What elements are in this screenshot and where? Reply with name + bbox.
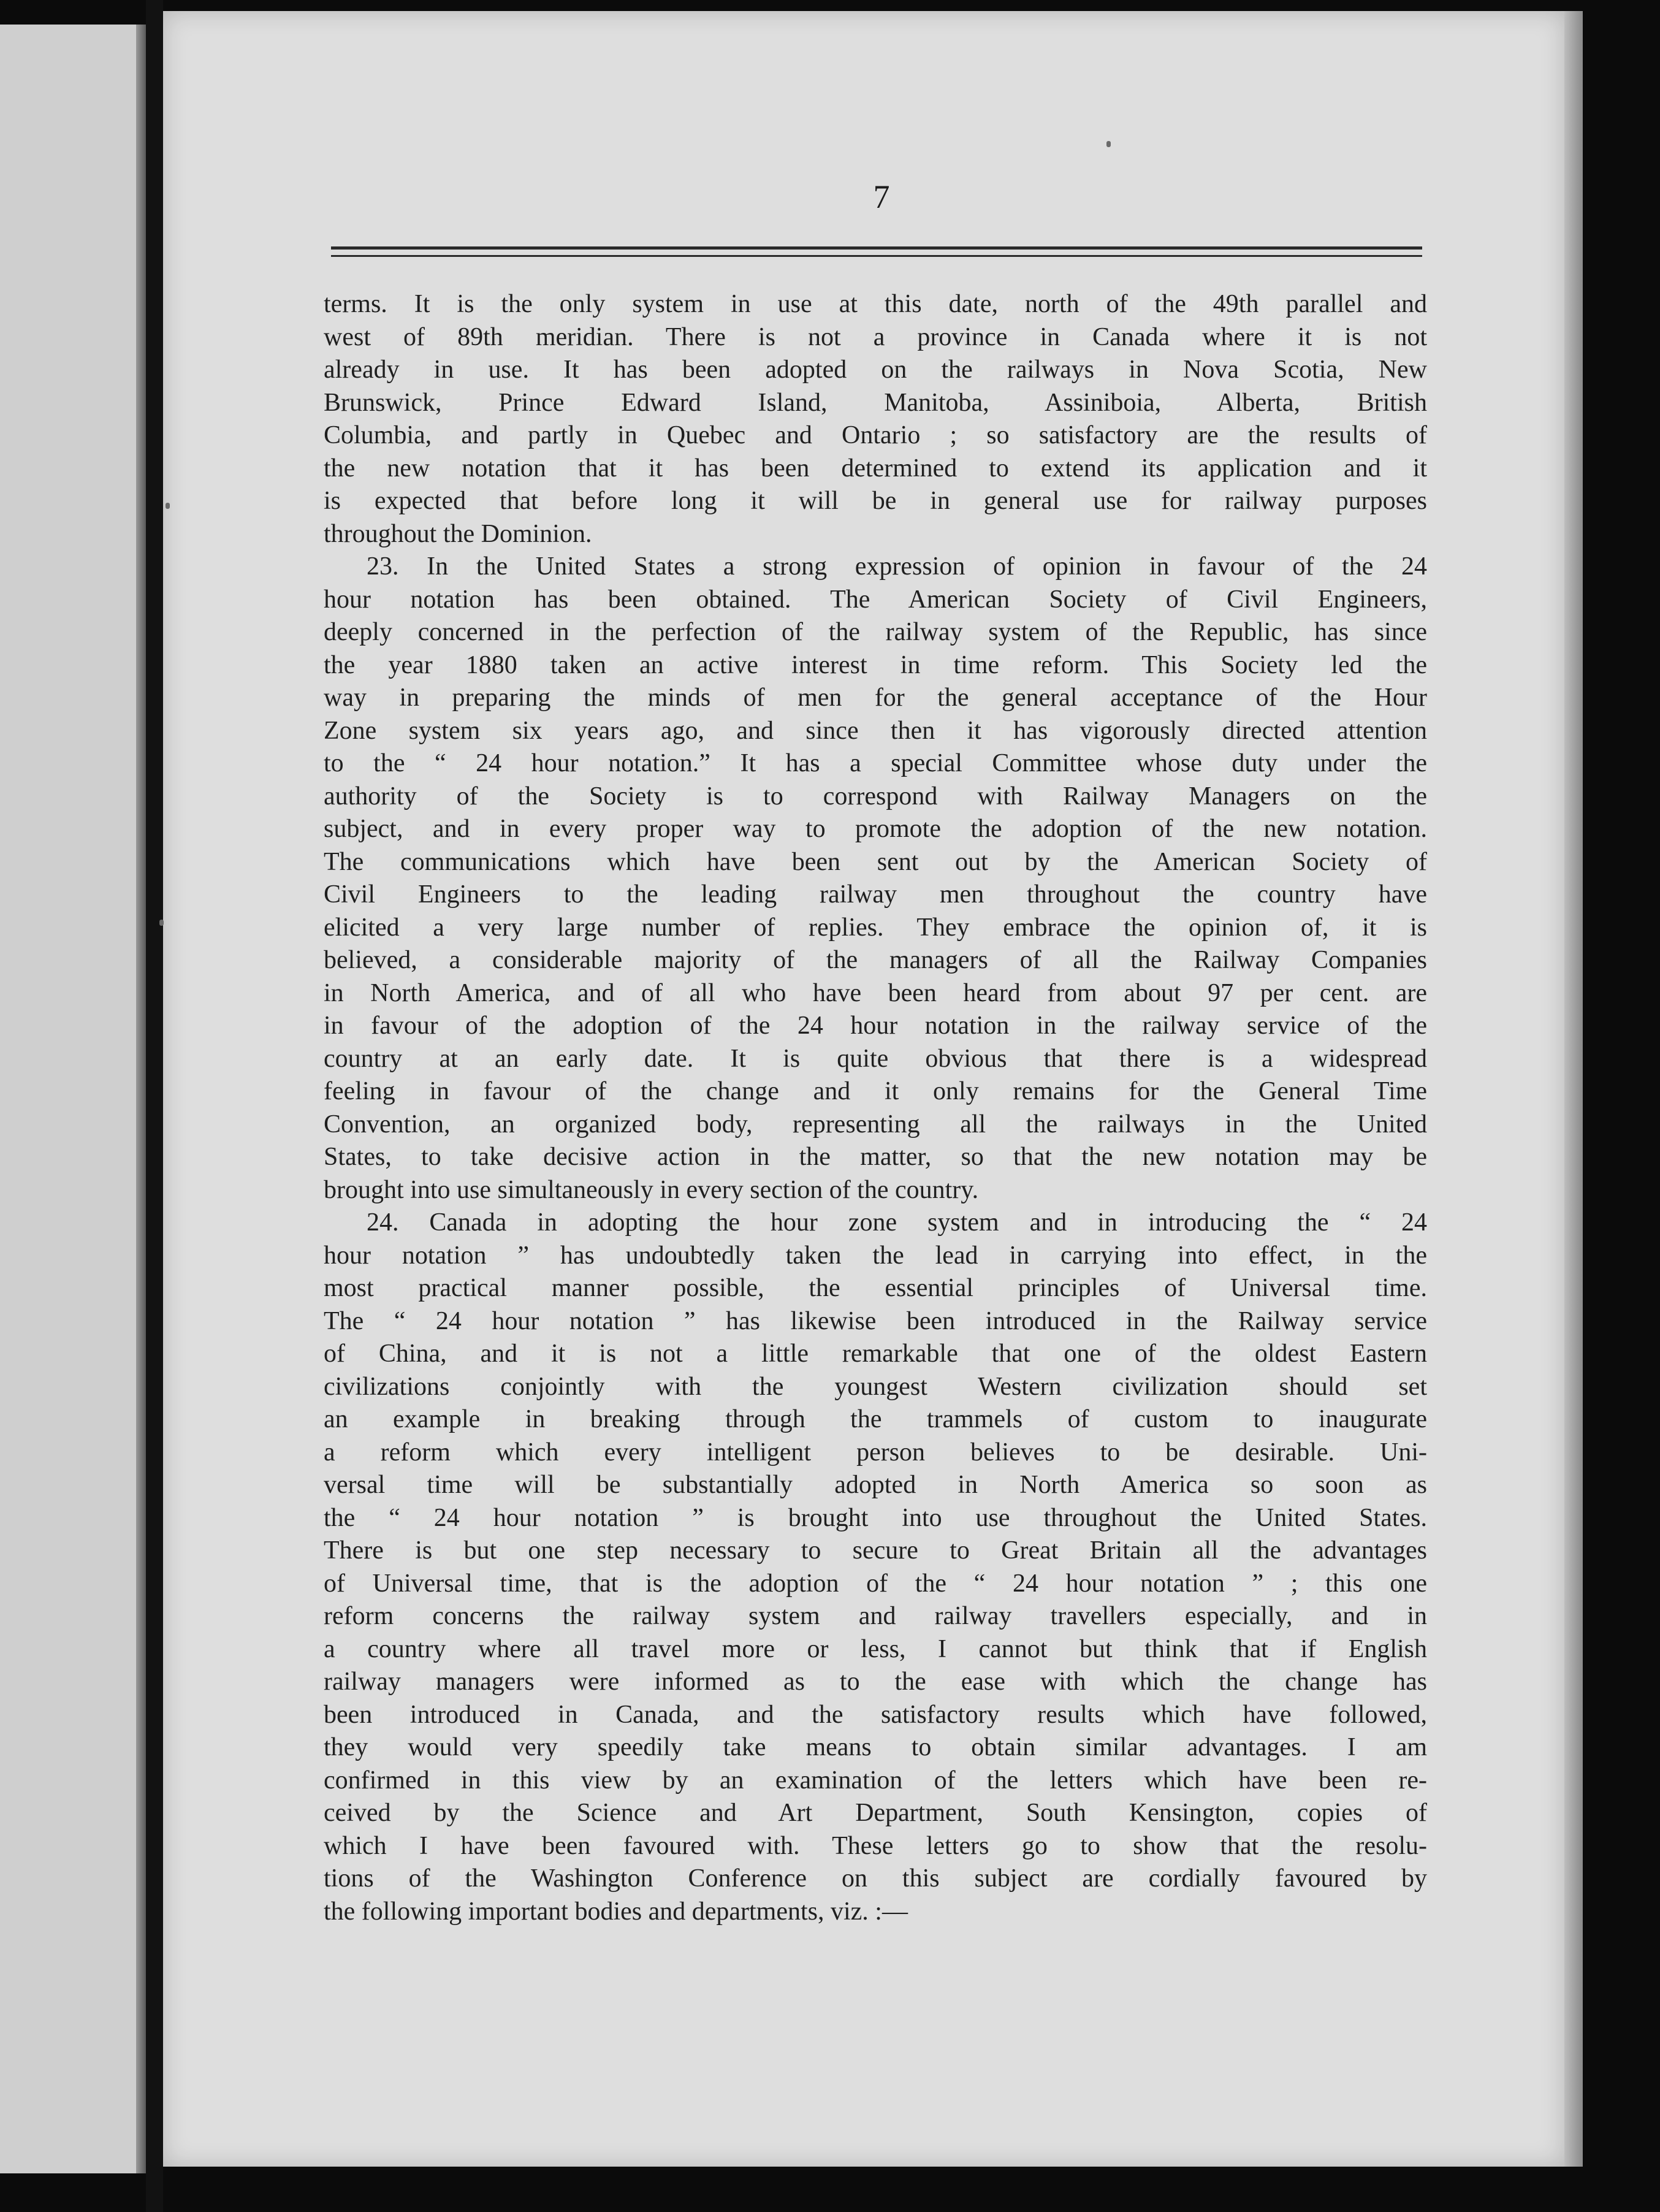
text-line: believed, a considerable majority of the managers of all the Railway Companies [324, 946, 1427, 974]
text-line: subject, and in every proper way to promote the adoption of the new notation. [324, 815, 1427, 843]
paragraph-p22-cont [324, 288, 1427, 551]
text-line: versal time will be substantially adopted in North America so soon as [324, 1471, 1427, 1499]
text-line: a country where all travel more or less, I cannot but think that if English [324, 1634, 1427, 1663]
text-line: Zone system six years ago, and since then it has vigorously directed attention [324, 716, 1427, 745]
text-line: There is but one step necessary to secure to Great Britain all the advantages [324, 1536, 1427, 1565]
text-line: most practical manner possible, the essential principles of Universal time. [324, 1274, 1427, 1302]
text-line: confirmed in this view by an examination of the letters which have been re- [324, 1766, 1427, 1794]
text-line: civilizations conjointly with the youngest Western civilization should set [324, 1372, 1427, 1401]
text-line: The “ 24 hour notation ” has likewise been introduced in the Railway service [324, 1306, 1427, 1335]
page-stack-edge [1564, 11, 1583, 2167]
scan-speck [166, 503, 170, 509]
paragraph-p23 [324, 551, 1427, 1207]
text-line: feeling in favour of the change and it only remains for the General Time [324, 1077, 1427, 1105]
scan-speck [1106, 141, 1111, 147]
text-line: hour notation ” has undoubtedly taken the lead in carrying into effect, in the [324, 1241, 1427, 1270]
text-line: States, to take decisive action in the matter, so that the new notation may be [324, 1143, 1427, 1171]
text-line: in North America, and of all who have been heard from about 97 per cent. are [324, 978, 1427, 1007]
page-number-text: 7 [873, 178, 890, 215]
text-line: of Universal time, that is the adoption of the “ 24 hour notation ” ; this one [324, 1569, 1427, 1598]
text-line: deeply concerned in the perfection of the railway system of the Republic, has since [324, 618, 1427, 646]
text-line: the year 1880 taken an active interest in time reform. This Society led the [324, 650, 1427, 679]
text-line: Convention, an organized body, representing all the railways in the United [324, 1110, 1427, 1138]
text-line: 23. In the United States a strong expression of opinion in favour of the 24 [367, 552, 1427, 581]
book-gutter [146, 0, 163, 2212]
previous-page-edge [0, 25, 146, 2173]
text-line: Brunswick, Prince Edward Island, Manitoba, Assiniboia, Alberta, British [324, 388, 1427, 417]
text-line: The communications which have been sent out by the American Society of [324, 847, 1427, 876]
text-line: is expected that before long it will be in general use for railway purposes [324, 487, 1427, 515]
text-line: ceived by the Science and Art Department, South Kensington, copies of [324, 1799, 1427, 1827]
text-line: an example in breaking through the trammels of custom to inaugurate [324, 1405, 1427, 1433]
text-line: they would very speedily take means to obtain similar advantages. I am [324, 1733, 1427, 1761]
scan-speck [159, 920, 164, 926]
text-line: terms. It is the only system in use at this date, north of the 49th parallel and [324, 290, 1427, 318]
text-line: to the “ 24 hour notation.” It has a special Committee whose duty under the [324, 749, 1427, 777]
text-line: way in preparing the minds of men for the general acceptance of the Hour [324, 684, 1427, 712]
paragraph-p24 [324, 1207, 1427, 1928]
text-line: west of 89th meridian. There is not a province in Canada where it is not [324, 322, 1427, 351]
text-line: hour notation has been obtained. The American Society of Civil Engineers, [324, 585, 1427, 614]
text-line: brought into use simultaneously in every section of the country. [324, 1175, 979, 1204]
text-line: reform concerns the railway system and railway travellers especially, and in [324, 1602, 1427, 1630]
text-line: 24. Canada in adopting the hour zone system and in introducing the “ 24 [367, 1208, 1427, 1237]
text-line: throughout the Dominion. [324, 519, 592, 548]
header-rule-thick [331, 246, 1422, 250]
text-line: already in use. It has been adopted on the railways in Nova Scotia, New [324, 356, 1427, 384]
text-line: elicited a very large number of replies. They embrace the opinion of, it is [324, 913, 1427, 942]
text-line: railway managers were informed as to the ease with which the change has [324, 1668, 1427, 1696]
text-line: the “ 24 hour notation ” is brought into use throughout the United States. [324, 1503, 1427, 1532]
header-rule-thin [331, 255, 1422, 257]
text-line: in favour of the adoption of the 24 hour notation in the railway service of the [324, 1012, 1427, 1040]
text-line: Civil Engineers to the leading railway men throughout the country have [324, 880, 1427, 909]
text-line: Columbia, and partly in Quebec and Ontario ; so satisfactory are the results of [324, 421, 1427, 449]
text-line: been introduced in Canada, and the satisfactory results which have followed, [324, 1700, 1427, 1729]
text-line: country at an early date. It is quite obvious that there is a widespread [324, 1044, 1427, 1073]
body-text [324, 288, 1427, 1928]
text-line: a reform which every intelligent person believes to be desirable. Uni- [324, 1438, 1427, 1466]
text-line: which I have been favoured with. These letters go to show that the resolu- [324, 1831, 1427, 1860]
text-line: of China, and it is not a little remarkable that one of the oldest Eastern [324, 1340, 1427, 1368]
text-line: the new notation that it has been determined to extend its application and it [324, 454, 1427, 482]
text-line: tions of the Washington Conference on this subject are cordially favoured by [324, 1864, 1427, 1893]
text-line: authority of the Society is to correspond with Railway Managers on the [324, 782, 1427, 810]
text-line: the following important bodies and departments, viz. :— [324, 1897, 908, 1926]
previous-page-shadow [136, 25, 146, 2173]
